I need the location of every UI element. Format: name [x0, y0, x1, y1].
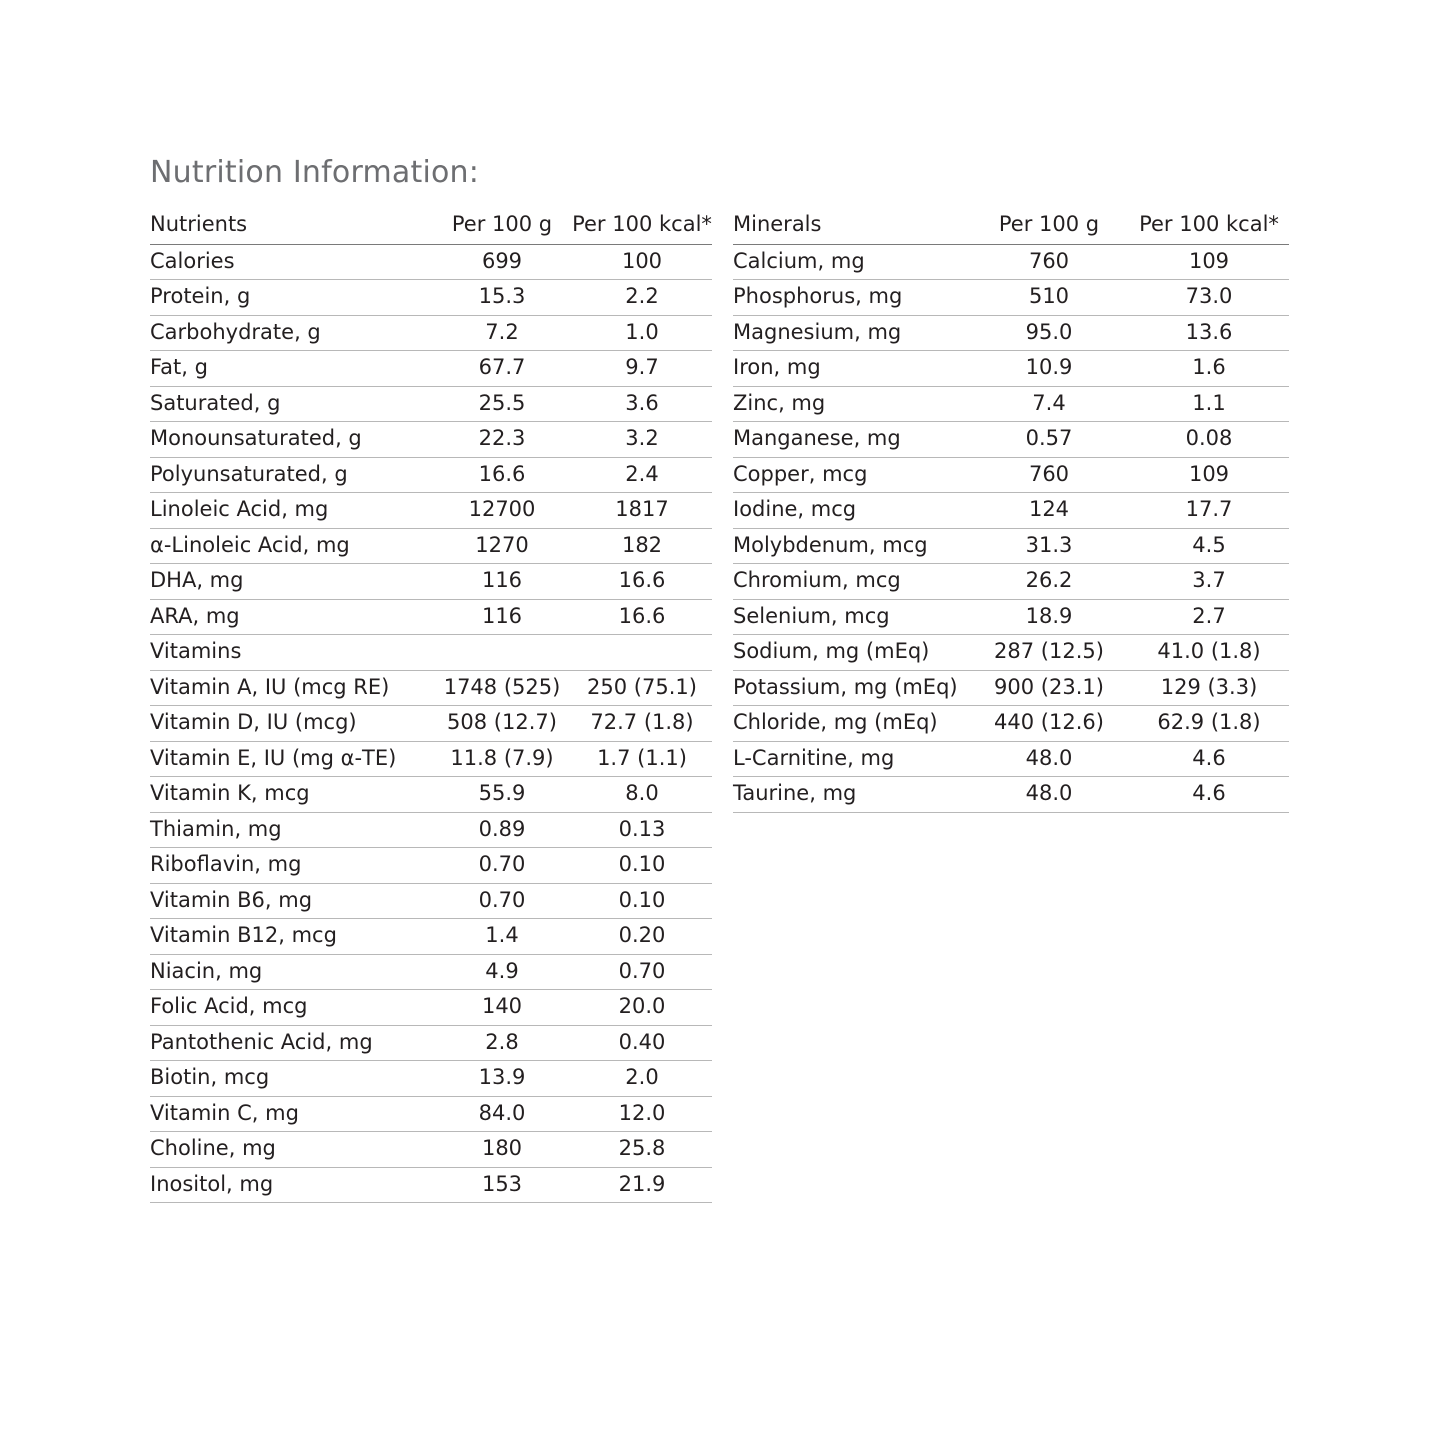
value-per-100g: 95.0 — [969, 315, 1129, 351]
value-per-100kcal: 16.6 — [572, 564, 712, 600]
column-header: Per 100 g — [969, 208, 1129, 244]
row-label: Manganese, mg — [733, 422, 969, 458]
table-row — [150, 1061, 712, 1097]
row-label: Carbohydrate, g — [150, 315, 432, 351]
row-label: Biotin, mcg — [150, 1061, 432, 1097]
row-label: Linoleic Acid, mg — [150, 493, 432, 529]
value-per-100g: 7.4 — [969, 386, 1129, 422]
row-label: Vitamin E, IU (mg α-TE) — [150, 741, 432, 777]
table-row — [150, 315, 712, 351]
row-label: Thiamin, mg — [150, 812, 432, 848]
table-row — [150, 706, 712, 742]
row-label: Pantothenic Acid, mg — [150, 1025, 432, 1061]
value-per-100g: 140 — [432, 990, 572, 1026]
value-per-100g: 25.5 — [432, 386, 572, 422]
value-per-100kcal: 109 — [1129, 244, 1289, 280]
row-label: Copper, mcg — [733, 457, 969, 493]
value-per-100g: 510 — [969, 280, 1129, 316]
table-row — [150, 777, 712, 813]
row-label: Niacin, mg — [150, 954, 432, 990]
value-per-100kcal: 1.7 (1.1) — [572, 741, 712, 777]
value-per-100kcal: 9.7 — [572, 351, 712, 387]
value-per-100g: 12700 — [432, 493, 572, 529]
value-per-100kcal: 3.7 — [1129, 564, 1289, 600]
nutrients-table-container — [150, 208, 712, 1203]
table-row — [733, 493, 1289, 529]
value-per-100g: 11.8 (7.9) — [432, 741, 572, 777]
row-label: Magnesium, mg — [733, 315, 969, 351]
value-per-100g: 1270 — [432, 528, 572, 564]
value-per-100kcal: 21.9 — [572, 1167, 712, 1203]
value-per-100kcal: 4.6 — [1129, 741, 1289, 777]
nutrients-table — [150, 208, 712, 1203]
table-row — [733, 564, 1289, 600]
table-row — [150, 422, 712, 458]
table-section-row — [150, 635, 712, 671]
row-label: Sodium, mg (mEq) — [733, 635, 969, 671]
table-row — [150, 1132, 712, 1168]
table-row — [150, 741, 712, 777]
value-per-100g: 1748 (525) — [432, 670, 572, 706]
row-label: Selenium, mcg — [733, 599, 969, 635]
value-per-100kcal: 8.0 — [572, 777, 712, 813]
row-label: Saturated, g — [150, 386, 432, 422]
value-per-100g: 31.3 — [969, 528, 1129, 564]
value-per-100g: 124 — [969, 493, 1129, 529]
table-row — [150, 351, 712, 387]
column-header: Minerals — [733, 208, 969, 244]
table-row — [150, 1167, 712, 1203]
row-label: Iodine, mcg — [733, 493, 969, 529]
row-label: Phosphorus, mg — [733, 280, 969, 316]
row-label: Choline, mg — [150, 1132, 432, 1168]
table-row — [150, 493, 712, 529]
value-per-100g: 180 — [432, 1132, 572, 1168]
minerals-table — [733, 208, 1289, 813]
table-row — [733, 599, 1289, 635]
value-per-100g: 760 — [969, 244, 1129, 280]
value-per-100kcal: 0.10 — [572, 883, 712, 919]
value-per-100kcal: 12.0 — [572, 1096, 712, 1132]
column-header: Nutrients — [150, 208, 432, 244]
value-per-100g: 15.3 — [432, 280, 572, 316]
row-label: Vitamin K, mcg — [150, 777, 432, 813]
table-header-row — [733, 208, 1289, 244]
value-per-100g: 67.7 — [432, 351, 572, 387]
value-per-100kcal: 4.6 — [1129, 777, 1289, 813]
table-row — [150, 990, 712, 1026]
table-row — [733, 457, 1289, 493]
value-per-100g: 760 — [969, 457, 1129, 493]
row-label: Inositol, mg — [150, 1167, 432, 1203]
table-row — [733, 706, 1289, 742]
row-label: Vitamin B12, mcg — [150, 919, 432, 955]
value-per-100g: 287 (12.5) — [969, 635, 1129, 671]
row-label: Fat, g — [150, 351, 432, 387]
value-per-100g: 0.70 — [432, 848, 572, 884]
table-row — [733, 280, 1289, 316]
row-label: Calcium, mg — [733, 244, 969, 280]
table-row — [150, 599, 712, 635]
table-row — [150, 919, 712, 955]
table-row — [733, 670, 1289, 706]
table-row — [150, 386, 712, 422]
value-per-100kcal: 0.08 — [1129, 422, 1289, 458]
table-row — [733, 315, 1289, 351]
table-row — [733, 244, 1289, 280]
value-per-100kcal: 1.1 — [1129, 386, 1289, 422]
row-label: α-Linoleic Acid, mg — [150, 528, 432, 564]
value-per-100g: 699 — [432, 244, 572, 280]
value-per-100g — [432, 635, 572, 671]
value-per-100kcal: 4.5 — [1129, 528, 1289, 564]
table-row — [150, 1025, 712, 1061]
value-per-100kcal: 109 — [1129, 457, 1289, 493]
value-per-100kcal: 1817 — [572, 493, 712, 529]
row-label: Folic Acid, mcg — [150, 990, 432, 1026]
value-per-100g: 1.4 — [432, 919, 572, 955]
table-row — [733, 777, 1289, 813]
value-per-100g: 153 — [432, 1167, 572, 1203]
value-per-100kcal: 3.2 — [572, 422, 712, 458]
value-per-100kcal: 3.6 — [572, 386, 712, 422]
value-per-100kcal: 17.7 — [1129, 493, 1289, 529]
value-per-100kcal: 41.0 (1.8) — [1129, 635, 1289, 671]
value-per-100g: 13.9 — [432, 1061, 572, 1097]
minerals-table-container — [733, 208, 1289, 813]
value-per-100kcal: 0.10 — [572, 848, 712, 884]
table-row — [733, 351, 1289, 387]
row-label: Vitamin A, IU (mcg RE) — [150, 670, 432, 706]
row-label: Chloride, mg (mEq) — [733, 706, 969, 742]
value-per-100g: 7.2 — [432, 315, 572, 351]
table-header-row — [150, 208, 712, 244]
value-per-100kcal: 0.40 — [572, 1025, 712, 1061]
value-per-100g: 26.2 — [969, 564, 1129, 600]
table-row — [733, 422, 1289, 458]
table-row — [150, 848, 712, 884]
value-per-100kcal: 25.8 — [572, 1132, 712, 1168]
value-per-100kcal: 0.70 — [572, 954, 712, 990]
row-label: Vitamin B6, mg — [150, 883, 432, 919]
row-label: L-Carnitine, mg — [733, 741, 969, 777]
row-label: Chromium, mcg — [733, 564, 969, 600]
row-label: Protein, g — [150, 280, 432, 316]
value-per-100kcal: 73.0 — [1129, 280, 1289, 316]
table-row — [150, 280, 712, 316]
minerals-table-body — [733, 208, 1289, 812]
value-per-100kcal: 100 — [572, 244, 712, 280]
table-row — [733, 386, 1289, 422]
value-per-100kcal: 2.7 — [1129, 599, 1289, 635]
value-per-100kcal: 0.13 — [572, 812, 712, 848]
row-label: Iron, mg — [733, 351, 969, 387]
value-per-100g: 116 — [432, 599, 572, 635]
value-per-100kcal: 182 — [572, 528, 712, 564]
column-header: Per 100 g — [432, 208, 572, 244]
row-label: Zinc, mg — [733, 386, 969, 422]
column-header: Per 100 kcal* — [572, 208, 712, 244]
row-label: DHA, mg — [150, 564, 432, 600]
value-per-100kcal: 13.6 — [1129, 315, 1289, 351]
value-per-100g: 22.3 — [432, 422, 572, 458]
value-per-100g: 16.6 — [432, 457, 572, 493]
value-per-100g: 48.0 — [969, 777, 1129, 813]
value-per-100g: 0.57 — [969, 422, 1129, 458]
table-row — [150, 528, 712, 564]
table-row — [150, 564, 712, 600]
value-per-100g: 2.8 — [432, 1025, 572, 1061]
row-label: Vitamin C, mg — [150, 1096, 432, 1132]
value-per-100kcal: 250 (75.1) — [572, 670, 712, 706]
value-per-100g: 4.9 — [432, 954, 572, 990]
value-per-100kcal: 72.7 (1.8) — [572, 706, 712, 742]
nutrients-table-body — [150, 208, 712, 1203]
value-per-100g: 900 (23.1) — [969, 670, 1129, 706]
value-per-100kcal: 2.2 — [572, 280, 712, 316]
page-title: Nutrition Information: — [150, 155, 480, 190]
table-row — [150, 883, 712, 919]
value-per-100g: 10.9 — [969, 351, 1129, 387]
table-row — [150, 1096, 712, 1132]
value-per-100kcal: 16.6 — [572, 599, 712, 635]
value-per-100g: 508 (12.7) — [432, 706, 572, 742]
table-row — [150, 670, 712, 706]
value-per-100kcal: 1.0 — [572, 315, 712, 351]
table-row — [150, 954, 712, 990]
value-per-100g: 84.0 — [432, 1096, 572, 1132]
value-per-100kcal: 20.0 — [572, 990, 712, 1026]
row-label: Molybdenum, mcg — [733, 528, 969, 564]
value-per-100kcal: 2.0 — [572, 1061, 712, 1097]
row-label: ARA, mg — [150, 599, 432, 635]
value-per-100g: 0.70 — [432, 883, 572, 919]
value-per-100kcal: 0.20 — [572, 919, 712, 955]
row-label: Polyunsaturated, g — [150, 457, 432, 493]
value-per-100kcal: 2.4 — [572, 457, 712, 493]
row-label: Potassium, mg (mEq) — [733, 670, 969, 706]
row-label: Riboflavin, mg — [150, 848, 432, 884]
value-per-100g: 48.0 — [969, 741, 1129, 777]
value-per-100kcal: 1.6 — [1129, 351, 1289, 387]
value-per-100kcal — [572, 635, 712, 671]
table-row — [733, 741, 1289, 777]
row-label: Taurine, mg — [733, 777, 969, 813]
value-per-100g: 116 — [432, 564, 572, 600]
value-per-100g: 440 (12.6) — [969, 706, 1129, 742]
value-per-100kcal: 129 (3.3) — [1129, 670, 1289, 706]
row-label: Monounsaturated, g — [150, 422, 432, 458]
table-row — [150, 812, 712, 848]
value-per-100g: 0.89 — [432, 812, 572, 848]
table-row — [733, 528, 1289, 564]
row-label: Calories — [150, 244, 432, 280]
table-row — [150, 244, 712, 280]
row-label: Vitamins — [150, 635, 432, 671]
value-per-100g: 55.9 — [432, 777, 572, 813]
value-per-100kcal: 62.9 (1.8) — [1129, 706, 1289, 742]
value-per-100g: 18.9 — [969, 599, 1129, 635]
table-row — [150, 457, 712, 493]
row-label: Vitamin D, IU (mcg) — [150, 706, 432, 742]
table-row — [733, 635, 1289, 671]
column-header: Per 100 kcal* — [1129, 208, 1289, 244]
